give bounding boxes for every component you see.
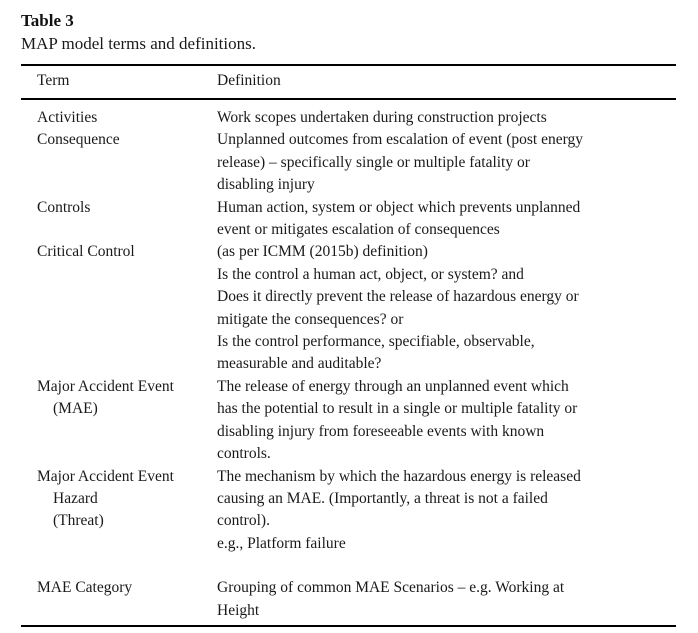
term-cell [21, 107, 217, 129]
table-body [21, 107, 676, 622]
table-row-mae [21, 376, 676, 466]
term-cell [21, 466, 217, 556]
definition-text: The mechanism by which the hazardous energy is released [217, 467, 581, 485]
definition-text: has the potential to result in a single or multiple fatality or [217, 400, 578, 418]
definition-cell [217, 129, 657, 196]
term-text: Activities [37, 109, 98, 126]
table-title: MAP model terms and definitions. [21, 34, 256, 53]
bottom-rule [21, 625, 676, 627]
definition-text: Is the control performance, specifiable, observable, [217, 333, 535, 351]
definition-text: Height [217, 601, 260, 619]
table-row-controls [21, 197, 676, 242]
term-cell [21, 197, 217, 242]
term-cell [21, 376, 217, 466]
term-text: Critical Control [37, 243, 135, 261]
definition-text: Does it directly prevent the release of hazardous energy or [217, 288, 579, 306]
term-cell [21, 241, 217, 375]
definition-text: mitigate the consequences? or [217, 310, 404, 328]
term-text: (Threat) [53, 512, 104, 530]
term-cell [21, 129, 217, 196]
table-row-mae-category [21, 577, 676, 622]
term-text: (MAE) [53, 400, 98, 418]
header-rule [21, 98, 676, 100]
definition-cell [217, 241, 657, 375]
definition-text: event or mitigates escalation of consequences [217, 221, 500, 239]
definition-text: Work scopes undertaken during construction projects [217, 109, 547, 126]
definition-text: e.g., Platform failure [217, 534, 346, 552]
definition-cell [217, 376, 657, 466]
definition-cell [217, 197, 657, 242]
definition-text: (as per ICMM (2015b) definition) [217, 243, 428, 261]
definition-cell [217, 107, 657, 129]
definition-text: control). [217, 512, 270, 530]
definition-text: Grouping of common MAE Scenarios – e.g. Working at [217, 579, 565, 597]
term-text: Consequence [37, 131, 120, 149]
definition-cell [217, 466, 657, 556]
top-rule [21, 64, 676, 66]
definition-text: Is the control a human act, object, or system? and [217, 265, 524, 283]
term-text: Controls [37, 198, 91, 216]
definition-text: causing an MAE. (Importantly, a threat is not a failed [217, 489, 548, 507]
term-text: MAE Category [37, 579, 133, 597]
header-term: Term [37, 72, 70, 89]
definition-text: disabling injury [217, 176, 315, 194]
term-cell [21, 577, 217, 622]
term-text: Hazard [53, 489, 98, 507]
definition-text: controls. [217, 445, 271, 463]
definition-text: release) – specifically single or multiple fatality or [217, 153, 530, 171]
header-definition: Definition [217, 72, 281, 89]
table-row-activities [21, 107, 676, 129]
term-text: Major Accident Event [37, 467, 174, 485]
table-label: Table 3 [21, 11, 74, 30]
table-row-critical-control [21, 241, 676, 375]
header-row [21, 70, 676, 92]
table-row-mae-hazard [21, 466, 676, 556]
definition-text: The release of energy through an unplanned event which [217, 377, 569, 395]
term-text: Major Accident Event [37, 377, 174, 395]
table-row-consequence [21, 129, 676, 196]
table-header [21, 70, 676, 92]
definition-cell [217, 577, 657, 622]
definition-text: measurable and auditable? [217, 355, 382, 373]
definition-text: Human action, system or object which prevents unplanned [217, 198, 581, 216]
definition-text: disabling injury from foreseeable events with known [217, 422, 545, 440]
definition-text: Unplanned outcomes from escalation of event (post energy [217, 131, 584, 149]
